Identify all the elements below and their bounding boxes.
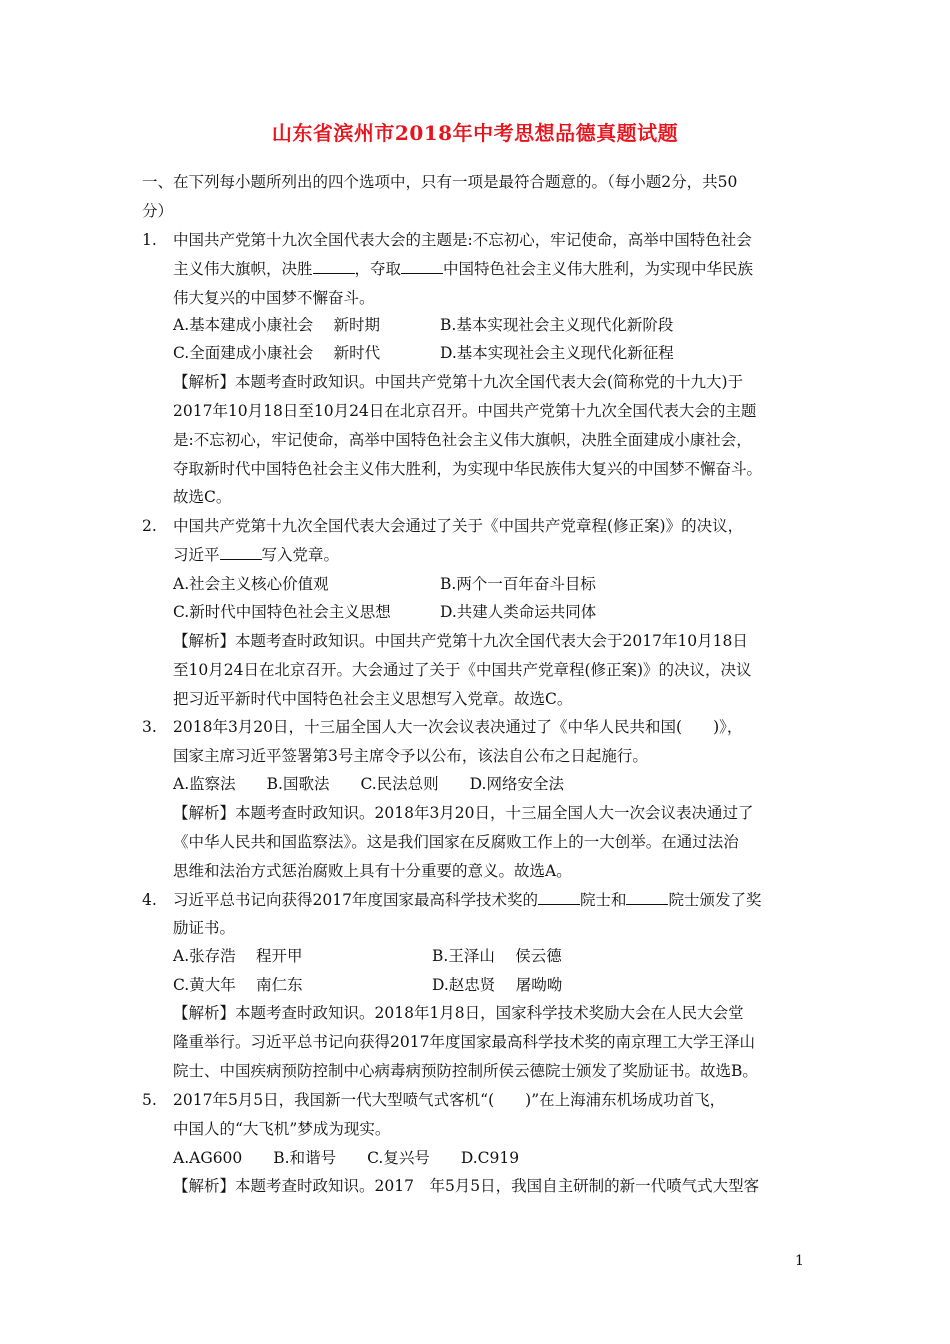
analysis-line: 院士、中国疾病预防控制中心病毒病预防控制所侯云德院士颁发了奖励证书。故选B。 xyxy=(173,1062,758,1080)
analysis-line: 《中华人民共和国监察法》。这是我们国家在反腐败工作上的一大创举。在通过法治 xyxy=(173,833,739,851)
question-number: 3. xyxy=(142,718,157,736)
analysis-line: 夺取新时代中国特色社会主义伟大胜利，为实现中华民族伟大复兴的中国梦不懈奋斗。 xyxy=(173,460,763,478)
question-stem: 主义伟大旗帜，决胜 ，夺取 中国特色社会主义伟大胜利，为实现中华民族 xyxy=(173,260,754,278)
question-stem: 习近平 写入党章。 xyxy=(173,546,340,564)
question-stem: 励证书。 xyxy=(173,919,236,937)
section-heading: 一、在下列每小题所列出的四个选项中，只有一项是最符合题意的。（每小题2分，共50 xyxy=(142,173,738,191)
options-row: A.监察法 B.国歌法 C.民法总则 D.网络安全法 xyxy=(173,775,564,793)
analysis-line: 至10月24日在北京召开。大会通过了关于《中国共产党章程(修正案)》的决议，决议 xyxy=(173,661,752,679)
section-heading-cont: 分） xyxy=(142,202,174,220)
question-stem: 中国共产党第十九次全国代表大会的主题是:不忘初心，牢记使命，高举中国特色社会 xyxy=(173,231,752,249)
answer-blank xyxy=(626,890,668,905)
analysis-line: 【解析】本题考查时政知识。2018年3月20日，十三届全国人大一次会议表决通过了 xyxy=(173,804,754,822)
question-number: 2. xyxy=(142,517,157,535)
analysis-line: 是:不忘初心，牢记使命，高举中国特色社会主义伟大旗帜，决胜全面建成小康社会， xyxy=(173,431,752,449)
question-stem: 习近平总书记向获得2017年度国家最高科学技术奖的 院士和 院士颁发了奖 xyxy=(173,891,762,909)
analysis-line: 【解析】本题考查时政知识。2018年1月8日，国家科学技术奖励大会在人民大会堂 xyxy=(173,1004,744,1022)
question-number: 5. xyxy=(142,1091,157,1109)
question-stem: 伟大复兴的中国梦不懈奋斗。 xyxy=(173,289,375,307)
option-d: D.赵忠贤 屠呦呦 xyxy=(432,976,563,994)
analysis-line: 思维和法治方式惩治腐败上具有十分重要的意义。故选A。 xyxy=(173,862,572,880)
analysis-line: 隆重举行。习近平总书记向获得2017年度国家最高科学技术奖的南京理工大学王泽山 xyxy=(173,1033,755,1051)
question-stem: 中国人的“大飞机”梦成为现实。 xyxy=(173,1120,391,1138)
page-number: 1 xyxy=(795,1253,804,1269)
option-c: C.黄大年 南仁东 xyxy=(173,976,303,994)
option-b: B.基本实现社会主义现代化新阶段 xyxy=(440,316,674,334)
question-stem: 国家主席习近平签署第3号主席令予以公布，该法自公布之日起施行。 xyxy=(173,747,648,765)
option-a: A.张存浩 程开甲 xyxy=(173,947,303,965)
question-stem: 2017年5月5日，我国新一代大型喷气式客机“( )”在上海浦东机场成功首飞， xyxy=(173,1091,726,1109)
option-b: B.王泽山 侯云德 xyxy=(432,947,562,965)
question-number: 1. xyxy=(142,231,157,249)
analysis-line: 【解析】本题考查时政知识。中国共产党第十九次全国代表大会(简称党的十九大)于 xyxy=(173,373,744,391)
answer-blank xyxy=(401,259,443,274)
analysis-line: 2017年10月18日至10月24日在北京召开。中国共产党第十九次全国代表大会的主题 xyxy=(173,402,757,420)
question-number: 4. xyxy=(142,891,157,909)
answer-blank xyxy=(538,890,580,905)
question-stem: 2018年3月20日，十三届全国人大一次会议表决通过了《中华人民共和国( )》， xyxy=(173,718,743,736)
option-b: B.两个一百年奋斗目标 xyxy=(440,575,596,593)
option-d: D.共建人类命运共同体 xyxy=(440,603,597,621)
option-d: D.基本实现社会主义现代化新征程 xyxy=(440,344,674,362)
answer-blank xyxy=(220,545,262,560)
analysis-line: 【解析】本题考查时政知识。2017 年5月5日，我国自主研制的新一代喷气式大型客 xyxy=(173,1177,760,1195)
analysis-line: 把习近平新时代中国特色社会主义思想写入党章。故选C。 xyxy=(173,690,573,708)
page-title: 山东省滨州市2018年中考思想品德真题试题 xyxy=(271,121,679,145)
question-stem: 中国共产党第十九次全国代表大会通过了关于《中国共产党章程(修正案)》的决议， xyxy=(173,517,744,535)
analysis-line: 故选C。 xyxy=(173,488,232,506)
option-a: A.基本建成小康社会 新时期 xyxy=(173,316,381,334)
analysis-line: 【解析】本题考查时政知识。中国共产党第十九次全国代表大会于2017年10月18日 xyxy=(173,632,748,650)
option-c: C.全面建成小康社会 新时代 xyxy=(173,344,381,362)
options-row: A.AG600 B.和谐号 C.复兴号 D.C919 xyxy=(173,1149,520,1167)
option-c: C.新时代中国特色社会主义思想 xyxy=(173,603,391,621)
option-a: A.社会主义核心价值观 xyxy=(173,575,329,593)
answer-blank xyxy=(313,259,355,274)
